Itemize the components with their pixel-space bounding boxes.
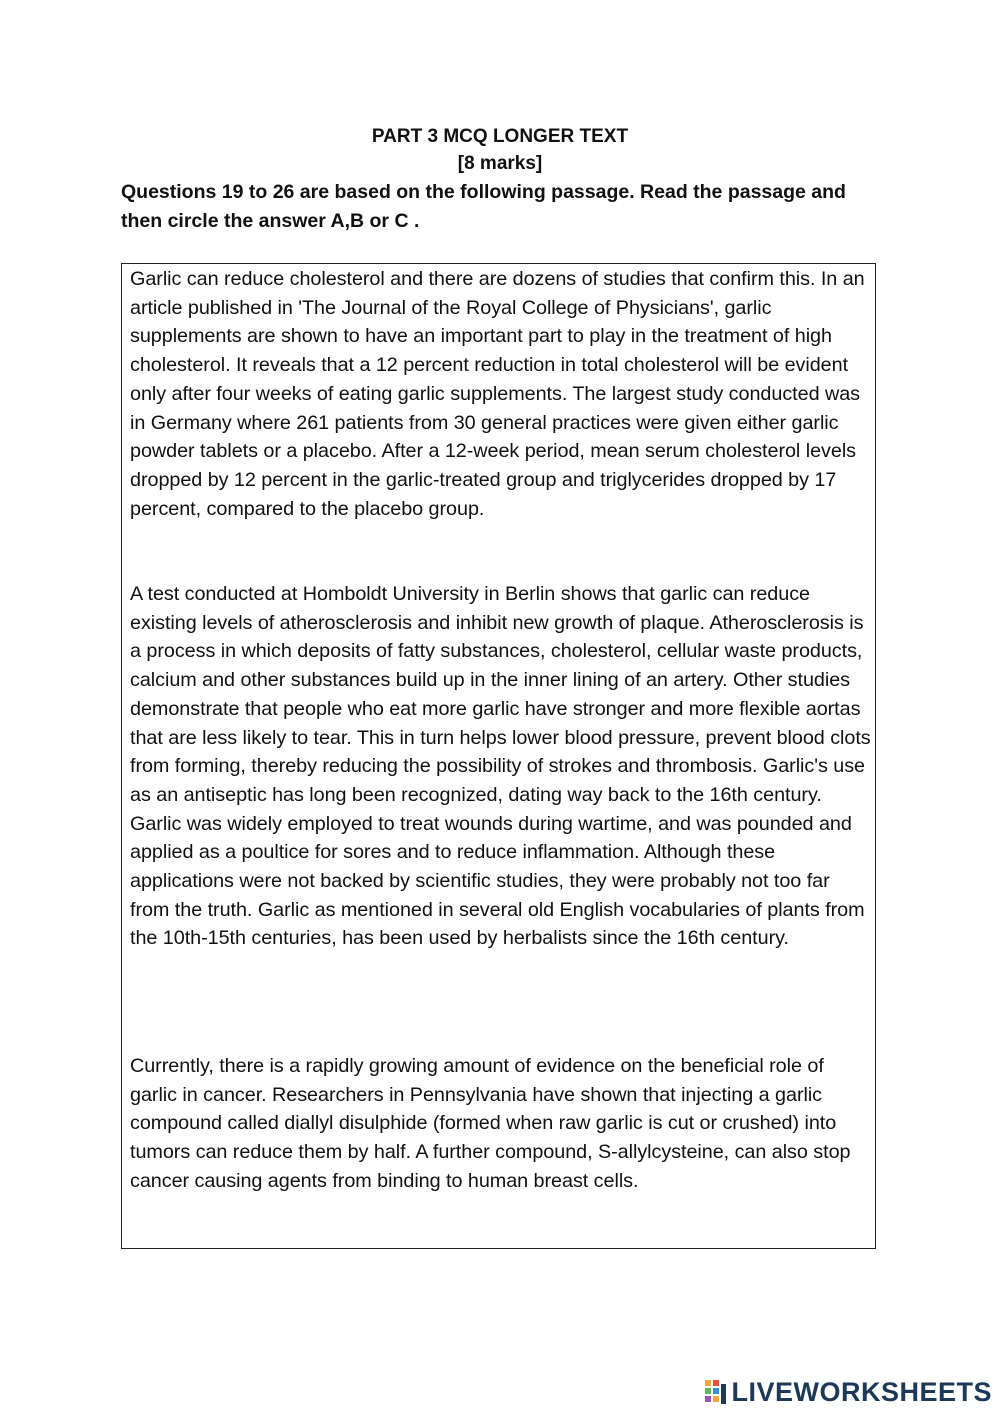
liveworksheets-logo-icon [705,1380,727,1406]
passage-paragraph-1: Garlic can reduce cholesterol and there are dozens of studies that confirm this. In an article published in 'The Journal of the Royal College of Physicians', garlic supplements are shown to have an important part to play in the treatment of high cholesterol. It reveals that a 12 percent reduction in total cholesterol will be evident only after four weeks of eating garlic supplements. The largest study conducted was in Germany where 261 patients from 30 general practices were given either garlic powder tablets or a placebo. After a 12-week period, mean serum cholesterol levels dropped by 12 percent in the garlic-treated group and triglycerides dropped by 17 percent, compared to the placebo group. [130,268,865,520]
marks-subtitle: [8 marks] [457,153,543,174]
passage-paragraph-3: Currently, there is a rapidly growing amount of evidence on the beneficial role of garlic in cancer. Researchers in Pennsylvania have shown that injecting a garlic compound called diallyl disulphide (formed when raw garlic is cut or crushed) into tumors can reduce them by half. A further compound, S-allylcysteine, can also stop cancer causing agents from binding to human breast cells. [130,1055,851,1192]
page-title: PART 3 MCQ LONGER TEXT [371,126,629,147]
liveworksheets-brand[interactable] [705,1377,992,1408]
liveworksheets-wordmark: LIVEWORKSHEETS [731,1377,992,1407]
reading-passage-box [121,263,876,1249]
passage-paragraph-2: A test conducted at Homboldt University in Berlin shows that garlic can reduce existing levels of atherosclerosis and inhibit new growth of plaque. Atherosclerosis is a process in which deposits of fatty substances, cholesterol, cellular waste products, calcium and other substances build up in the inner lining of an artery. Other studies demonstrate that people who eat more garlic have stronger and more flexible aortas that are less likely to tear. This in turn helps lower blood pressure, prevent blood clots from forming, thereby reducing the possibility of strokes and thrombosis. Garlic's use as an antiseptic has long been recognized, dating way back to the 16th century. Garlic was widely employed to treat wounds during wartime, and was pounded and applied as a poultice for sores and to reduce inflammation. Although these applications were not backed by scientific studies, they were probably not too far from the truth. Garlic as mentioned in several old English vocabularies of plants from the 10th-15th centuries, has been used by herbalists since the 16th century. [130,583,871,950]
instructions-text: Questions 19 to 26 are based on the following passage. Read the passage and then circle the answer A,B or C . [121,181,846,232]
